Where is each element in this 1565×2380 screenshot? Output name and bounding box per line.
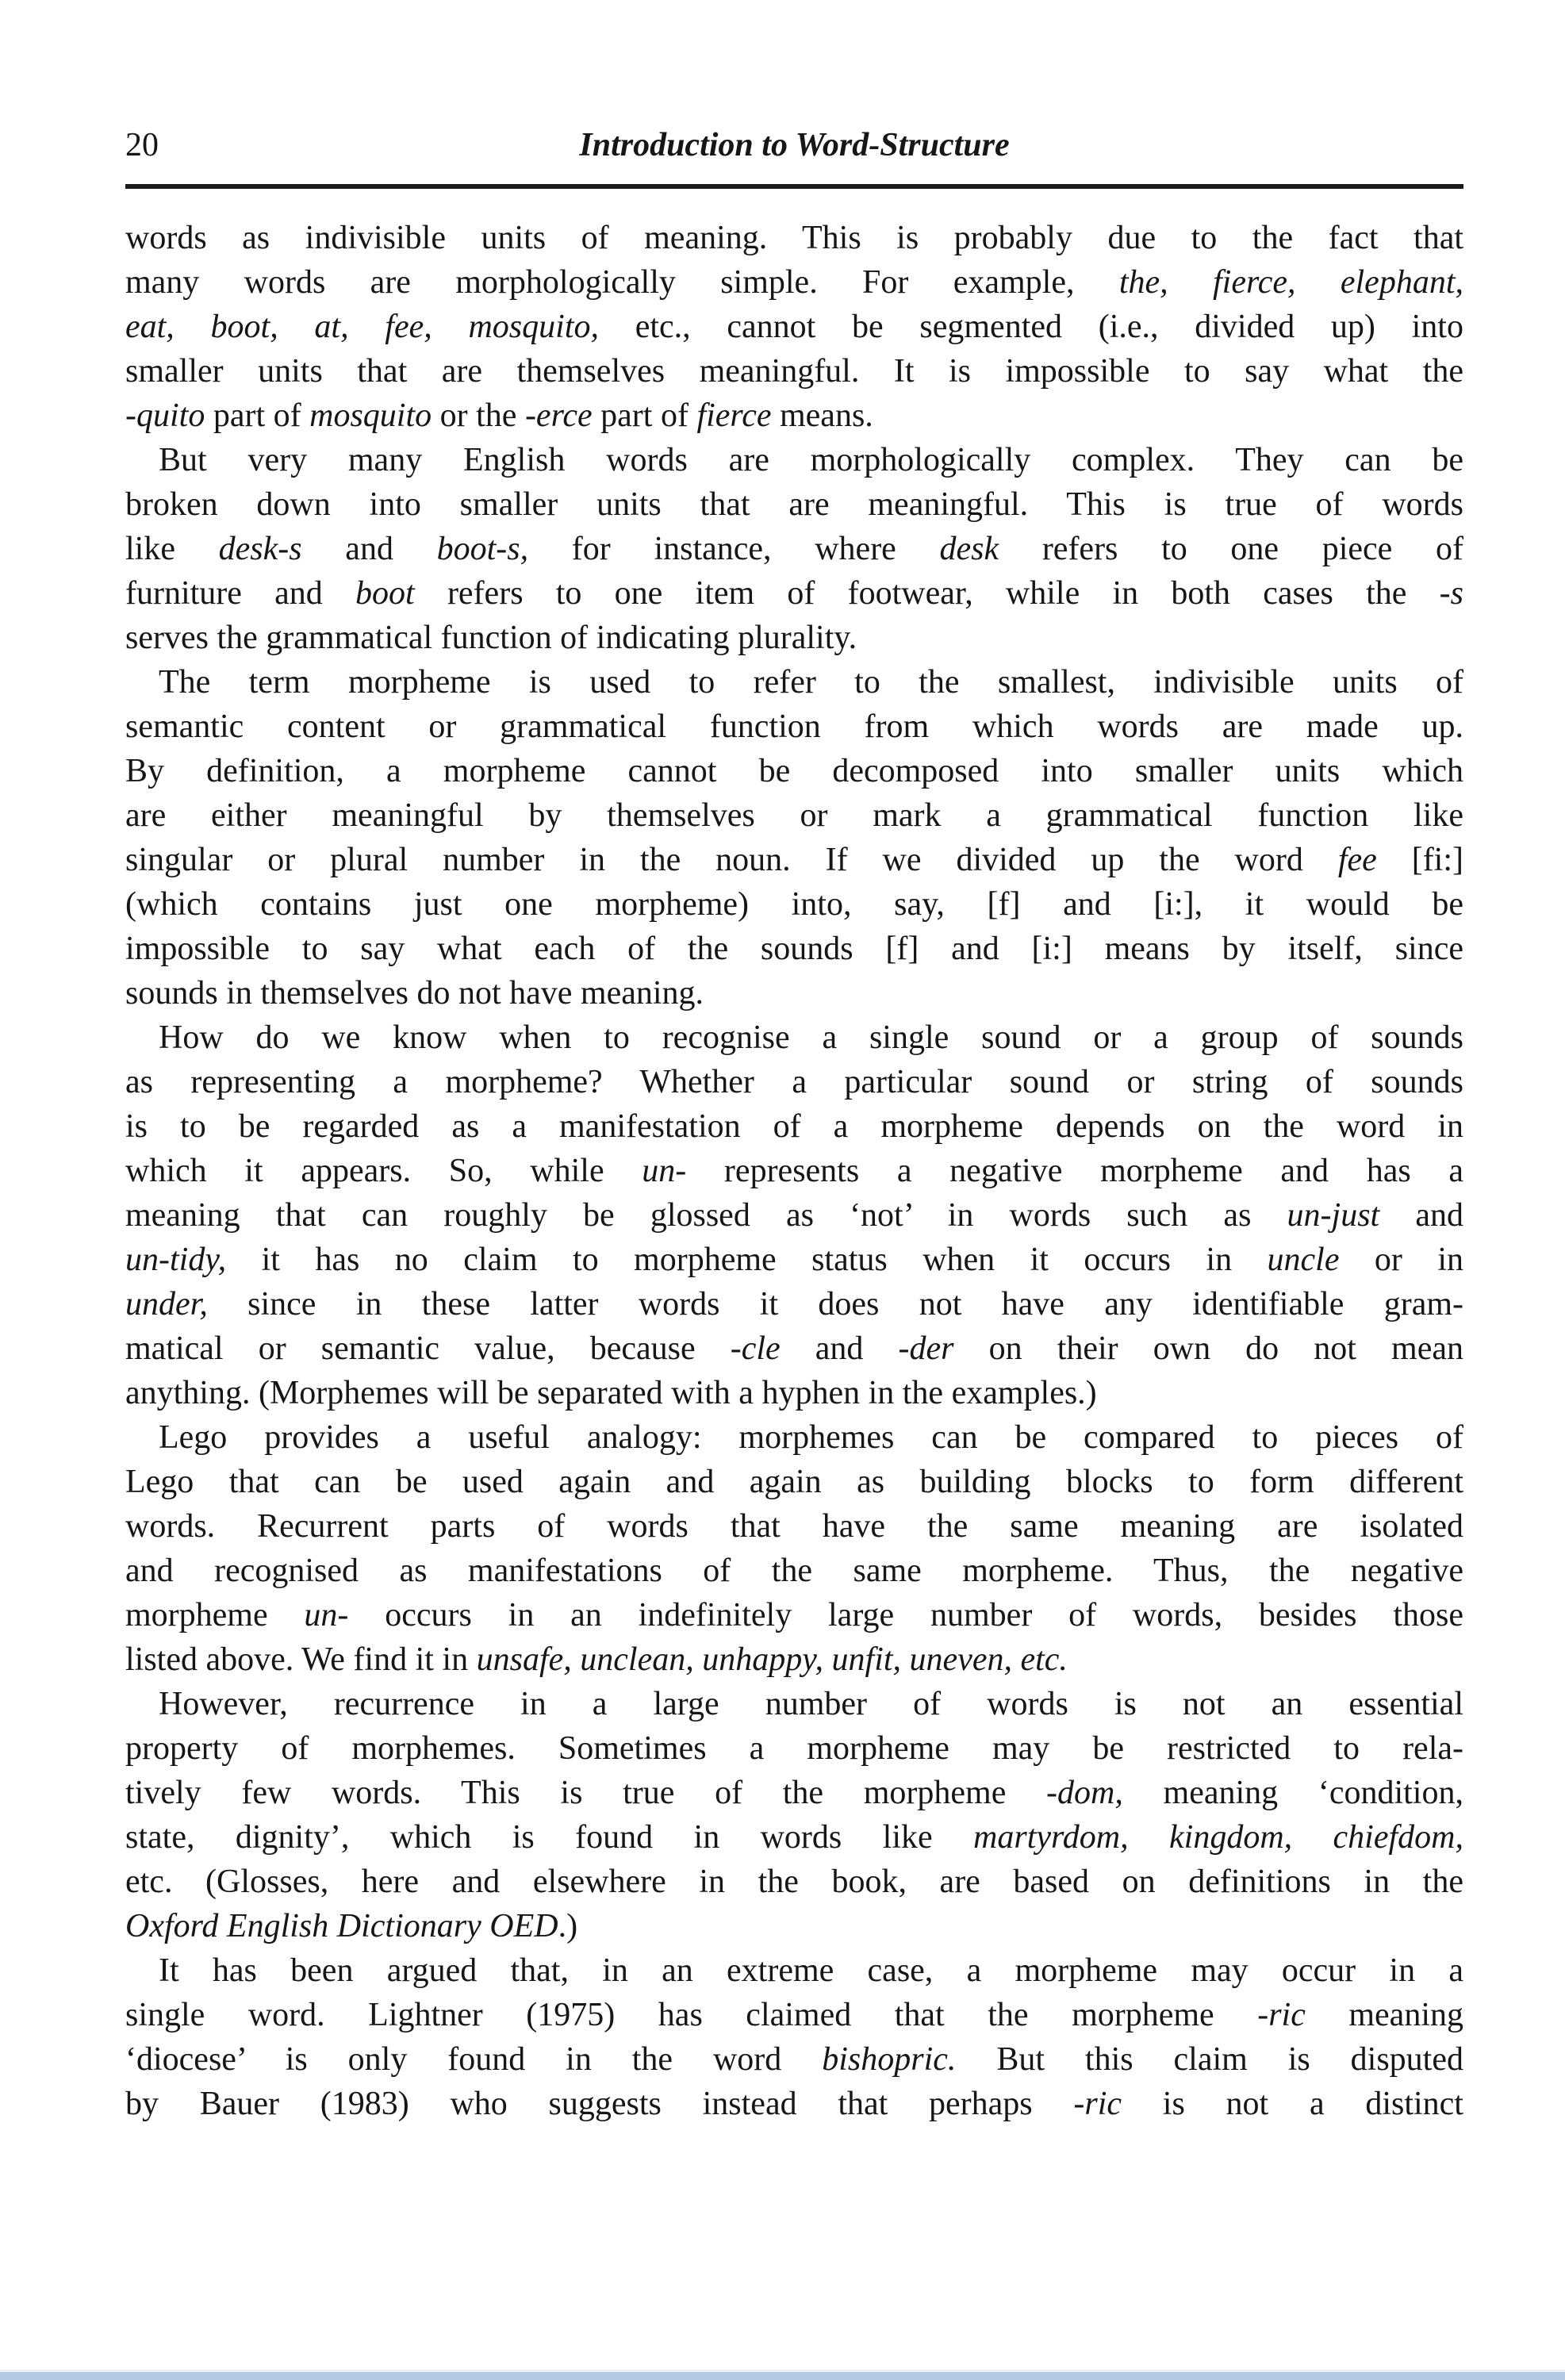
text-line: By definition, a morpheme cannot be decomposed into smaller units which (125, 753, 1463, 789)
text-line: sounds in themselves do not have meaning. (125, 975, 704, 1012)
text-line: state, dignity’, which is found in words like martyrdom, kingdom, chiefdom, (125, 1819, 1463, 1856)
scan-edge-band (0, 2370, 1565, 2380)
text-line: listed above. We find it in unsafe, unclean, unhappy, unfit, uneven, etc. (125, 1641, 1068, 1678)
text-line: eat, boot, at, fee, mosquito, etc., cannot be segmented (i.e., divided up) into (125, 309, 1463, 345)
text-line: words. Recurrent parts of words that have the same meaning are isolated (125, 1508, 1463, 1545)
text-line: But very many English words are morphologically complex. They can be (159, 442, 1463, 478)
text-line: is to be regarded as a manifestation of a morpheme depends on the word in (125, 1108, 1463, 1145)
text-line: as representing a morpheme? Whether a particular sound or string of sounds (125, 1064, 1463, 1100)
text-line: words as indivisible units of meaning. This is probably due to the fact that (125, 220, 1463, 256)
text-line: singular or plural number in the noun. If we divided up the word fee [fi:] (125, 842, 1464, 878)
text-line: Oxford English Dictionary OED.) (125, 1908, 578, 1944)
text-line: are either meaningful by themselves or mark a grammatical function like (125, 797, 1463, 834)
text-line: many words are morphologically simple. For example, the, fierce, elephant, (125, 264, 1463, 301)
running-title: Introduction to Word-Structure (579, 127, 1010, 163)
text-line: serves the grammatical function of indicating plurality. (125, 620, 857, 656)
body-text (125, 216, 1463, 2126)
text-line: However, recurrence in a large number of words is not an essential (159, 1686, 1463, 1722)
text-line: under, since in these latter words it does not have any identifiable gram- (125, 1286, 1463, 1322)
header-rule (125, 184, 1463, 189)
text-line: like desk-s and boot-s, for instance, where desk refers to one piece of (125, 531, 1463, 567)
text-line: which it appears. So, while un- represents a negative morpheme and has a (125, 1153, 1463, 1189)
text-line: Lego provides a useful analogy: morphemes can be compared to pieces of (159, 1419, 1463, 1456)
text-line: smaller units that are themselves meaningful. It is impossible to say what the (125, 353, 1463, 390)
text-line: ‘diocese’ is only found in the word bishopric. But this claim is disputed (125, 2041, 1463, 2078)
text-line: morpheme un- occurs in an indefinitely large number of words, besides those (125, 1597, 1463, 1633)
text-line: Lego that can be used again and again as building blocks to form different (125, 1464, 1463, 1500)
text-line: The term morpheme is used to refer to the smallest, indivisible units of (159, 664, 1463, 701)
text-line: meaning that can roughly be glossed as ‘not’ in words such as un-just and (125, 1197, 1463, 1234)
text-line: by Bauer (1983) who suggests instead that perhaps -ric is not a distinct (125, 2086, 1463, 2122)
page-header (125, 125, 1463, 165)
text-line: single word. Lightner (1975) has claimed that the morpheme -ric meaning (125, 1997, 1463, 2033)
text-line: anything. (Morphemes will be separated with a hyphen in the examples.) (125, 1375, 1097, 1411)
text-line: furniture and boot refers to one item of footwear, while in both cases the -s (125, 575, 1463, 612)
text-line: etc. (Glosses, here and elsewhere in the book, are based on definitions in the (125, 1864, 1463, 1900)
text-line: property of morphemes. Sometimes a morpheme may be restricted to rela- (125, 1730, 1463, 1767)
text-line: matical or semantic value, because -cle and -der on their own do not mean (125, 1330, 1463, 1367)
text-line: and recognised as manifestations of the same morpheme. Thus, the negative (125, 1553, 1463, 1589)
text-line: semantic content or grammatical function from which words are made up. (125, 708, 1463, 745)
text-line: impossible to say what each of the sounds [f] and [i:] means by itself, since (125, 931, 1463, 967)
text-line: -quito part of mosquito or the -erce part of fierce means. (125, 397, 873, 434)
text-line: broken down into smaller units that are meaningful. This is true of words (125, 486, 1463, 523)
text-line: (which contains just one morpheme) into, say, [f] and [i:], it would be (125, 886, 1463, 923)
text-line: tively few words. This is true of the morpheme -dom, meaning ‘condition, (125, 1775, 1463, 1811)
page-number: 20 (125, 127, 159, 163)
text-line: How do we know when to recognise a single sound or a group of sounds (159, 1019, 1463, 1056)
text-line: un-tidy, it has no claim to morpheme status when it occurs in uncle or in (125, 1242, 1464, 1278)
text-line: It has been argued that, in an extreme case, a morpheme may occur in a (159, 1952, 1463, 1989)
